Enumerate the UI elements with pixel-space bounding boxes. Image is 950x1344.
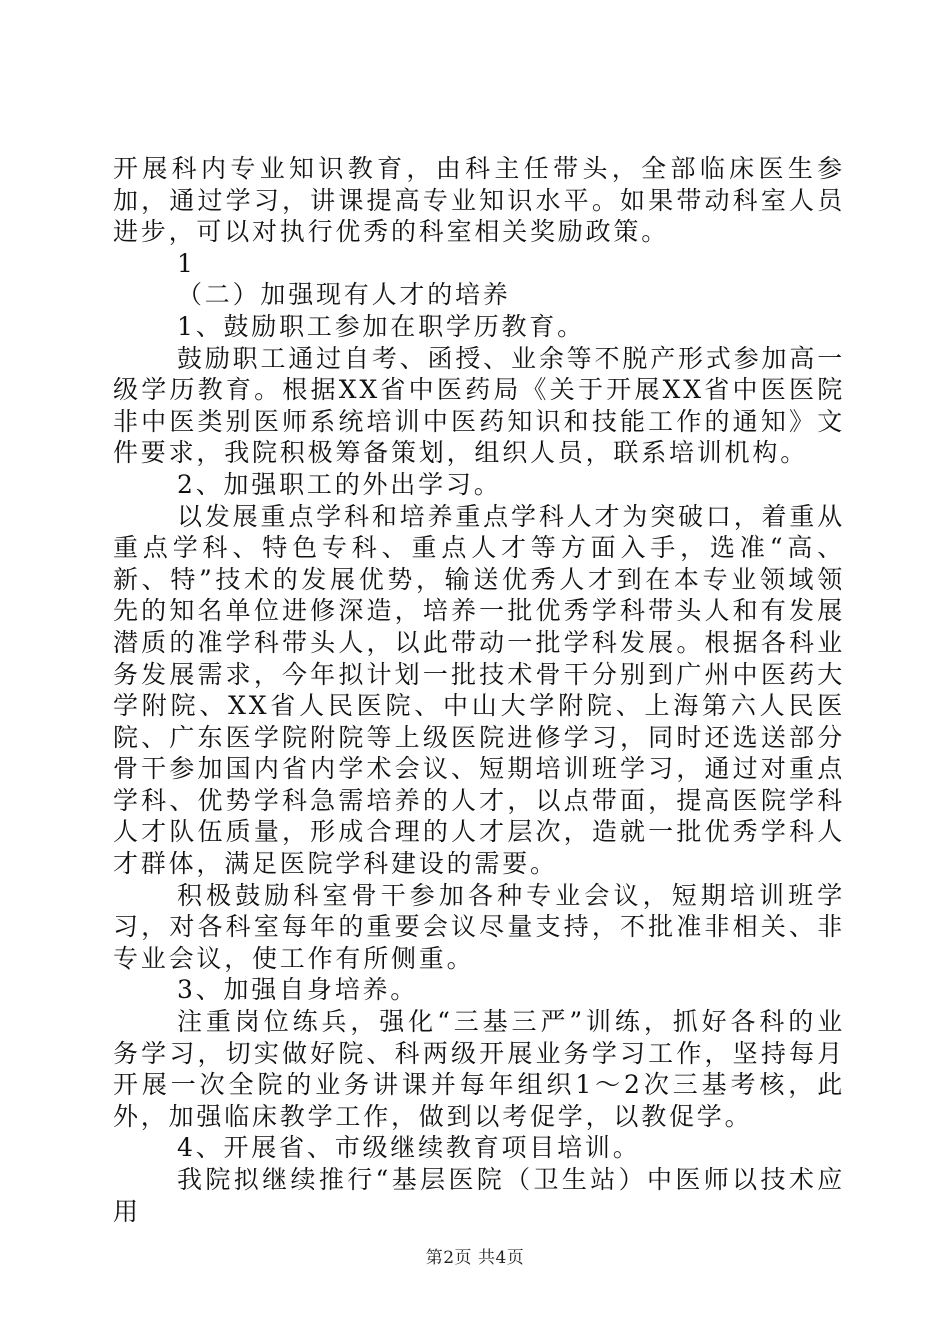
section-heading: （二）加强现有人才的培养 xyxy=(177,280,511,310)
page-footer: 第2页 共4页 xyxy=(425,1248,525,1268)
subsection-heading: 4、开展省、市级继续教育项目培训。 xyxy=(177,1133,641,1163)
page-number-fragment: 1 xyxy=(177,248,196,278)
body-paragraph: 积极鼓励科室骨干参加各种专业会议，短期培训班学习，对各科室每年的重要会议尽量支持，不批准非相关、非专业会议，使工作有所侧重。 xyxy=(113,880,845,973)
subsection-heading: 3、加强自身培养。 xyxy=(177,975,419,1005)
document-body xyxy=(113,153,845,1227)
body-paragraph: 注重岗位练兵，强化“三基三严”训练，抓好各科的业务学习，切实做好院、科两级开展业务学习工作，坚持每月开展一次全院的业务讲课并每年组织1～2次三基考核，此外，加强临床教学工作，做到以考促学，以教促学。 xyxy=(113,1007,845,1131)
body-paragraph: 以发展重点学科和培养重点学科人才为突破口，着重从重点学科、特色专科、重点人才等方面入手，选准“高、新、特”技术的发展优势，输送优秀人才到在本专业领域领先的知名单位进修深造，培养一批优秀学科带头人和有发展潜质的准学科带头人，以此带动一批学科发展。根据各科业务发展需求，今年拟计划一批技术骨干分别到广州中医药大学附院、XX省人民医院、中山大学附院、上海第六人民医院、广东医学院附院等上级医院进修学习，同时还选送部分骨干参加国内省内学术会议、短期培训班学习，通过对重点学科、优势学科急需培养的人才，以点带面，提高医院学科人才队伍质量，形成合理的人才层次，造就一批优秀学科人才群体，满足医院学科建设的需要。 xyxy=(113,501,845,879)
body-paragraph: 我院拟继续推行“基层医院（卫生站）中医师以技术应用 xyxy=(113,1165,845,1226)
body-paragraph: 鼓励职工通过自考、函授、业余等不脱产形式参加高一级学历教育。根据XX省中医药局《关于开展XX省中医医院非中医类别医师系统培训中医药知识和技能工作的通知》文件要求，我院积极筹备策划，组织人员，联系培训机构。 xyxy=(113,343,845,468)
body-paragraph: 开展科内专业知识教育，由科主任带头，全部临床医生参加，通过学习，讲课提高专业知识水平。如果带动科室人员进步，可以对执行优秀的科室相关奖励政策。 xyxy=(113,154,845,247)
subsection-heading: 2、加强职工的外出学习。 xyxy=(177,469,502,499)
subsection-heading: 1、鼓励职工参加在职学历教育。 xyxy=(177,311,585,341)
